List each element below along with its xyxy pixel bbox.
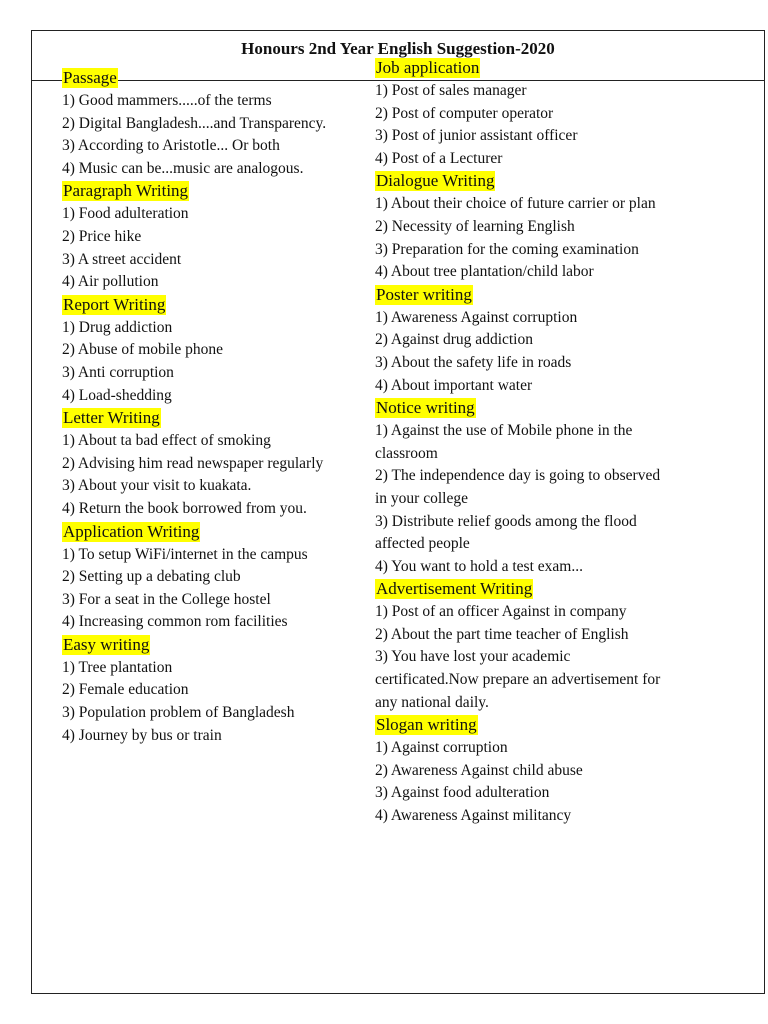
list-item: 1) To setup WiFi/internet in the campus — [62, 545, 308, 563]
list-item: 2) Against drug addiction — [375, 331, 533, 349]
list-item: 2) Necessity of learning English — [375, 217, 575, 235]
list-item: 1) Drug addiction — [62, 318, 173, 336]
list-item: 3) For a seat in the College hostel — [62, 590, 271, 608]
section-heading: Dialogue Writing — [376, 171, 495, 191]
section-heading: Notice writing — [376, 398, 475, 418]
list-item: 2) Setting up a debating club — [62, 568, 241, 586]
list-item: 2) About the part time teacher of English — [375, 625, 629, 643]
list-item: 2) Abuse of mobile phone — [62, 341, 224, 359]
section-heading: Passage — [63, 68, 117, 87]
list-item: 3) About the safety life in roads — [375, 353, 572, 371]
list-item: 1) About their choice of future carrier or plan — [375, 195, 656, 213]
list-item: 4) Increasing common rom facilities — [62, 613, 288, 631]
list-item: 1) Awareness Against corruption — [375, 308, 578, 326]
list-item: 3) According to Aristotle... Or both — [62, 137, 280, 155]
section-heading: Letter Writing — [63, 408, 160, 428]
section-notice-writing — [375, 397, 665, 578]
list-item: 3) Post of junior assistant officer — [375, 127, 578, 145]
section-heading: Application Writing — [63, 521, 200, 541]
list-item: 2) Awareness Against child abuse — [375, 761, 583, 779]
list-item: 1) Good mammers.....of the terms — [62, 92, 272, 109]
section-heading: Easy writing — [63, 634, 150, 654]
list-item: 3) Anti corruption — [62, 363, 174, 381]
list-item: 2) Advising him read newspaper regularly — [62, 454, 324, 472]
left-column — [62, 67, 347, 747]
list-item: 2) Female education — [62, 681, 189, 699]
section-heading: Slogan writing — [376, 715, 477, 735]
list-item: 1) Post of an officer Against in company — [375, 603, 627, 621]
section-advertisement-writing — [375, 578, 665, 714]
list-item: 2) Digital Bangladesh....and Transparency. — [62, 114, 327, 132]
list-item: 3) Distribute relief goods among the flood affected people — [375, 512, 637, 553]
list-item: 4) Load-shedding — [62, 386, 172, 404]
list-item: 4) Journey by bus or train — [62, 726, 222, 744]
section-heading: Paragraph Writing — [63, 181, 189, 201]
list-item: 4) Music can be...music are analogous. — [62, 159, 304, 177]
list-item: 2) Post of computer operator — [375, 104, 554, 122]
list-item: 4) About tree plantation/child labor — [375, 263, 594, 281]
list-item: 3) Against food adulteration — [375, 784, 550, 802]
section-job-application — [375, 57, 665, 170]
section-poster-writing — [375, 284, 665, 397]
section-heading: Report Writing — [63, 294, 166, 314]
section-application-writing — [62, 521, 347, 634]
list-item: 4) About important water — [375, 376, 533, 394]
right-column — [375, 57, 665, 828]
list-item: 1) Against corruption — [375, 739, 508, 757]
section-report-writing — [62, 294, 347, 407]
list-item: 1) Food adulteration — [62, 205, 189, 223]
section-letter-writing — [62, 407, 347, 520]
list-item: 4) Return the book borrowed from you. — [62, 499, 307, 517]
list-item: 3) About your visit to kuakata. — [62, 477, 252, 495]
list-item: 3) Preparation for the coming examination — [375, 240, 639, 258]
list-item: 2) Price hike — [62, 227, 142, 245]
section-paragraph-writing — [62, 180, 347, 293]
list-item: 4) Post of a Lecturer — [375, 149, 503, 167]
page-title: Honours 2nd Year English Suggestion-2020 — [241, 39, 555, 58]
list-item: 1) Against the use of Mobile phone in the classroom — [375, 422, 633, 462]
list-item: 3) You have lost your academic certificated.Now prepare an advertisement for any national daily. — [375, 648, 661, 711]
list-item: 4) Air pollution — [62, 273, 159, 291]
section-heading: Advertisement Writing — [376, 579, 533, 599]
section-passage — [62, 67, 347, 180]
section-heading: Poster writing — [376, 284, 472, 304]
section-slogan-writing — [375, 714, 665, 827]
list-item: 4) Awareness Against militancy — [375, 807, 572, 825]
list-item: 1) Tree plantation — [62, 658, 173, 676]
section-heading: Job application — [376, 58, 480, 77]
list-item: 3) Population problem of Bangladesh — [62, 704, 295, 722]
list-item: 4) You want to hold a test exam... — [375, 557, 583, 575]
section-dialogue-writing — [375, 170, 665, 283]
list-item: 2) The independence day is going to observed in your college — [375, 467, 661, 507]
list-item: 1) Post of sales manager — [375, 82, 527, 99]
list-item: 3) A street accident — [62, 250, 182, 268]
list-item: 1) About ta bad effect of smoking — [62, 432, 271, 450]
section-easy-writing — [62, 634, 347, 747]
